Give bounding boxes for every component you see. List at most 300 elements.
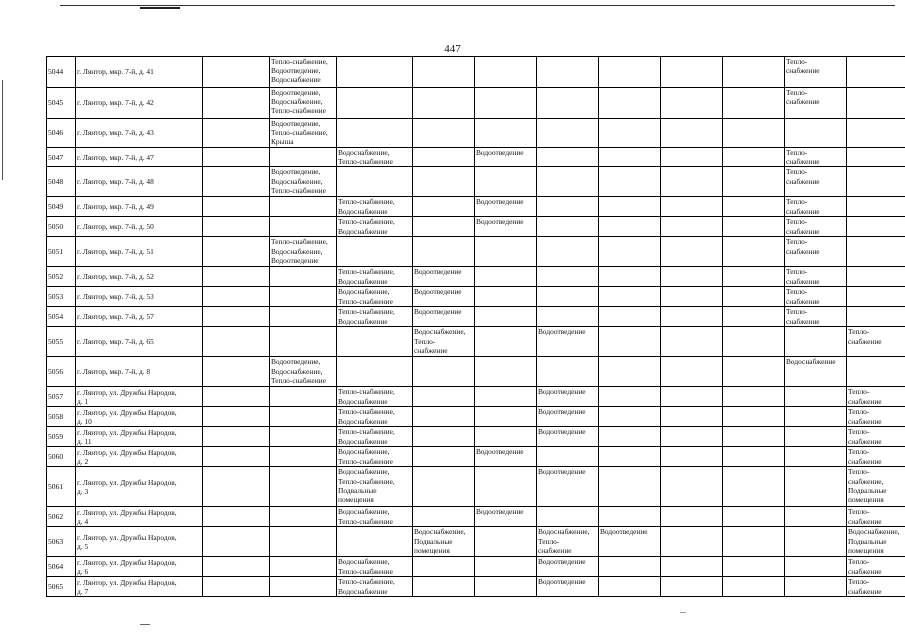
work-cell	[337, 88, 413, 119]
work-cell	[270, 307, 337, 327]
work-cell	[413, 237, 475, 267]
work-cell: Водоснабжение, Подвальные помещения	[413, 527, 475, 557]
address-cell: г. Лянтор, мкр. 7-й, д. 42	[76, 88, 203, 119]
work-cell	[270, 148, 337, 167]
work-cell	[661, 327, 723, 357]
work-cell	[270, 327, 337, 357]
work-cell	[599, 287, 661, 307]
work-cell	[723, 287, 785, 307]
work-cell	[203, 119, 270, 148]
work-cell: Водоснабжение, Тепло-снабжение	[337, 557, 413, 577]
row-number: 5048	[47, 167, 76, 197]
work-cell	[203, 148, 270, 167]
work-cell	[785, 577, 847, 597]
work-cell	[661, 57, 723, 88]
work-cell: Тепло- снабжение	[847, 557, 905, 577]
work-cell	[413, 217, 475, 237]
work-cell: Тепло- снабжение	[847, 327, 905, 357]
table-row	[47, 557, 905, 577]
work-cell	[203, 88, 270, 119]
work-cell	[723, 148, 785, 167]
work-cell: Тепло-снабжение, Водоснабжение	[337, 197, 413, 217]
row-number: 5045	[47, 88, 76, 119]
work-cell: Водоснабжение, Подвальные помещения	[847, 527, 905, 557]
work-cell	[661, 447, 723, 467]
work-cell	[723, 357, 785, 387]
work-cell: Тепло- снабжение	[847, 407, 905, 427]
work-cell	[270, 557, 337, 577]
work-cell	[599, 148, 661, 167]
work-cell	[537, 507, 599, 527]
work-cell	[537, 217, 599, 237]
work-cell	[413, 507, 475, 527]
work-cell	[599, 407, 661, 427]
work-cell	[723, 57, 785, 88]
work-cell	[203, 407, 270, 427]
work-cell	[203, 327, 270, 357]
row-number: 5046	[47, 119, 76, 148]
address-cell: г. Лянтор, мкр. 7-й, д. 48	[76, 167, 203, 197]
housing-repair-table	[46, 56, 905, 597]
work-cell	[661, 217, 723, 237]
row-number: 5063	[47, 527, 76, 557]
address-cell: г. Лянтор, ул. Дружбы Народов, д. 10	[76, 407, 203, 427]
work-cell	[203, 577, 270, 597]
work-cell	[537, 119, 599, 148]
work-cell	[475, 527, 537, 557]
work-cell	[723, 407, 785, 427]
work-cell	[203, 267, 270, 287]
work-cell	[785, 507, 847, 527]
table-row	[47, 387, 905, 407]
work-cell	[270, 507, 337, 527]
work-cell: Тепло- снабжение	[785, 307, 847, 327]
row-number: 5055	[47, 327, 76, 357]
work-cell	[203, 357, 270, 387]
work-cell	[270, 447, 337, 467]
address-cell: г. Лянтор, ул. Дружбы Народов, д. 11	[76, 427, 203, 447]
table-row	[47, 217, 905, 237]
table-row	[47, 167, 905, 197]
work-cell	[475, 387, 537, 407]
table-row	[47, 447, 905, 467]
work-cell	[723, 577, 785, 597]
work-cell	[661, 148, 723, 167]
address-cell: г. Лянтор, ул. Дружбы Народов, д. 3	[76, 467, 203, 507]
work-cell	[847, 148, 905, 167]
work-cell	[847, 307, 905, 327]
table-row	[47, 287, 905, 307]
work-cell	[203, 507, 270, 527]
work-cell	[270, 387, 337, 407]
work-cell: Водоотведение	[537, 427, 599, 447]
work-cell	[599, 447, 661, 467]
work-cell	[661, 88, 723, 119]
work-cell	[599, 217, 661, 237]
work-cell	[203, 387, 270, 407]
work-cell	[413, 57, 475, 88]
work-cell	[661, 577, 723, 597]
work-cell: Тепло- снабжение	[785, 197, 847, 217]
work-cell	[847, 357, 905, 387]
address-cell: г. Лянтор, ул. Дружбы Народов, д. 1	[76, 387, 203, 407]
work-cell	[203, 217, 270, 237]
work-cell	[337, 119, 413, 148]
work-cell: Тепло-снабжение, Водоснабжение	[337, 217, 413, 237]
work-cell: Тепло- снабжение	[847, 507, 905, 527]
table-row	[47, 507, 905, 527]
work-cell	[785, 387, 847, 407]
work-cell	[599, 197, 661, 217]
address-cell: г. Лянтор, мкр. 7-й, д. 47	[76, 148, 203, 167]
work-cell	[785, 119, 847, 148]
row-number: 5056	[47, 357, 76, 387]
work-cell	[661, 407, 723, 427]
work-cell: Тепло- снабжение	[785, 88, 847, 119]
address-cell: г. Лянтор, ул. Дружбы Народов, д. 5	[76, 527, 203, 557]
work-cell: Водоотведение	[537, 467, 599, 507]
work-cell	[413, 557, 475, 577]
work-cell	[337, 167, 413, 197]
work-cell	[337, 237, 413, 267]
work-cell	[537, 237, 599, 267]
scan-artifact	[140, 624, 150, 625]
work-cell	[475, 557, 537, 577]
work-cell	[661, 307, 723, 327]
work-cell	[723, 507, 785, 527]
work-cell	[847, 287, 905, 307]
work-cell	[537, 357, 599, 387]
work-cell	[785, 407, 847, 427]
work-cell	[475, 57, 537, 88]
work-cell	[413, 387, 475, 407]
row-number: 5057	[47, 387, 76, 407]
work-cell	[203, 197, 270, 217]
table-row	[47, 148, 905, 167]
work-cell	[723, 119, 785, 148]
work-cell	[475, 307, 537, 327]
address-cell: г. Лянтор, мкр. 7-й, д. 50	[76, 217, 203, 237]
work-cell	[723, 427, 785, 447]
table-row	[47, 88, 905, 119]
work-cell	[203, 237, 270, 267]
work-cell	[661, 267, 723, 287]
work-cell: Тепло-снабжение, Водоотведение, Водоснабжение	[270, 57, 337, 88]
work-cell	[413, 407, 475, 427]
work-cell	[847, 57, 905, 88]
page-number: 447	[444, 43, 461, 55]
work-cell	[599, 387, 661, 407]
work-cell	[661, 357, 723, 387]
work-cell	[537, 447, 599, 467]
work-cell	[203, 57, 270, 88]
work-cell	[475, 577, 537, 597]
work-cell	[661, 197, 723, 217]
table-row	[47, 527, 905, 557]
work-cell: Тепло- снабжение	[785, 237, 847, 267]
work-cell: Тепло- снабжение	[847, 427, 905, 447]
work-cell	[413, 167, 475, 197]
work-cell	[847, 267, 905, 287]
address-cell: г. Лянтор, мкр. 7-й, д. 43	[76, 119, 203, 148]
work-cell	[723, 467, 785, 507]
work-cell	[785, 527, 847, 557]
work-cell: Водоотведение	[475, 148, 537, 167]
work-cell: Водоотведение	[537, 387, 599, 407]
work-cell	[537, 267, 599, 287]
work-cell	[847, 217, 905, 237]
work-cell	[270, 287, 337, 307]
work-cell	[475, 327, 537, 357]
work-cell: Тепло- снабжение	[847, 577, 905, 597]
work-cell: Водоотведение	[413, 307, 475, 327]
work-cell: Водоснабжение, Тепло- снабжение	[537, 527, 599, 557]
work-cell	[723, 527, 785, 557]
work-cell	[475, 427, 537, 447]
work-cell	[270, 577, 337, 597]
work-cell: Тепло- снабжение	[785, 287, 847, 307]
work-cell	[413, 148, 475, 167]
work-cell	[337, 57, 413, 88]
work-cell	[475, 407, 537, 427]
work-cell: Водоотведение, Водоснабжение, Тепло-снабжение	[270, 357, 337, 387]
work-cell	[785, 427, 847, 447]
work-cell: Водоотведение	[537, 407, 599, 427]
work-cell	[537, 197, 599, 217]
top-rule-mark	[140, 7, 180, 9]
work-cell	[723, 557, 785, 577]
work-cell: Тепло-снабжение, Водоснабжение	[337, 307, 413, 327]
address-cell: г. Лянтор, ул. Дружбы Народов, д. 2	[76, 447, 203, 467]
work-cell	[270, 407, 337, 427]
work-cell	[723, 387, 785, 407]
work-cell: Водоотведение	[537, 327, 599, 357]
row-number: 5044	[47, 57, 76, 88]
address-cell: г. Лянтор, мкр. 7-й, д. 51	[76, 237, 203, 267]
work-cell	[203, 557, 270, 577]
table-body	[47, 57, 905, 597]
table-row	[47, 307, 905, 327]
table-row	[47, 237, 905, 267]
work-cell	[203, 447, 270, 467]
work-cell	[270, 197, 337, 217]
work-cell	[661, 387, 723, 407]
work-cell	[537, 57, 599, 88]
work-cell	[203, 167, 270, 197]
work-cell: Тепло-снабжение, Водоснабжение	[337, 427, 413, 447]
table-row	[47, 427, 905, 447]
binding-mark	[2, 80, 5, 180]
work-cell	[537, 287, 599, 307]
work-cell	[599, 119, 661, 148]
work-cell	[723, 217, 785, 237]
work-cell	[785, 327, 847, 357]
work-cell	[723, 447, 785, 467]
work-cell	[270, 467, 337, 507]
work-cell	[599, 577, 661, 597]
row-number: 5058	[47, 407, 76, 427]
work-cell: Водоотведение	[413, 287, 475, 307]
work-cell	[203, 527, 270, 557]
row-number: 5064	[47, 557, 76, 577]
work-cell	[599, 357, 661, 387]
work-cell	[203, 287, 270, 307]
work-cell: Тепло- снабжение	[785, 267, 847, 287]
address-cell: г. Лянтор, мкр. 7-й, д. 65	[76, 327, 203, 357]
work-cell	[203, 467, 270, 507]
work-cell: Водоснабжение, Тепло-снабжение	[337, 148, 413, 167]
table-row	[47, 197, 905, 217]
work-cell	[203, 307, 270, 327]
work-cell: Водоотведение	[599, 527, 661, 557]
work-cell	[537, 148, 599, 167]
row-number: 5053	[47, 287, 76, 307]
work-cell	[413, 467, 475, 507]
work-cell	[661, 287, 723, 307]
address-cell: г. Лянтор, мкр. 7-й, д. 53	[76, 287, 203, 307]
work-cell: Водоотведение	[475, 507, 537, 527]
table-row	[47, 267, 905, 287]
row-number: 5062	[47, 507, 76, 527]
work-cell: Тепло-снабжение, Водоснабжение	[337, 387, 413, 407]
work-cell: Водоотведение, Водоснабжение, Тепло-снабжение	[270, 88, 337, 119]
work-cell	[413, 197, 475, 217]
work-cell: Тепло-снабжение, Водоснабжение	[337, 577, 413, 597]
address-cell: г. Лянтор, ул. Дружбы Народов, д. 6	[76, 557, 203, 577]
work-cell	[475, 88, 537, 119]
work-cell	[599, 267, 661, 287]
work-cell	[847, 88, 905, 119]
row-number: 5051	[47, 237, 76, 267]
work-cell: Водоснабжение, Тепло-снабжение	[337, 507, 413, 527]
work-cell	[337, 327, 413, 357]
scan-artifact	[680, 612, 686, 613]
address-cell: г. Лянтор, ул. Дружбы Народов, д. 4	[76, 507, 203, 527]
work-cell	[723, 237, 785, 267]
table-row	[47, 327, 905, 357]
work-cell	[847, 237, 905, 267]
table-row	[47, 57, 905, 88]
work-cell	[475, 167, 537, 197]
work-cell	[785, 557, 847, 577]
work-cell	[661, 507, 723, 527]
work-cell	[413, 357, 475, 387]
work-cell	[661, 237, 723, 267]
table-row	[47, 577, 905, 597]
work-cell	[847, 197, 905, 217]
work-cell	[723, 327, 785, 357]
work-cell: Тепло- снабжение	[785, 57, 847, 88]
work-cell	[847, 167, 905, 197]
row-number: 5065	[47, 577, 76, 597]
work-cell: Водоснабжение, Тепло-снабжение	[337, 287, 413, 307]
work-cell	[661, 527, 723, 557]
work-cell	[413, 427, 475, 447]
work-cell: Водоотведение	[537, 557, 599, 577]
address-cell: г. Лянтор, мкр. 7-й, д. 8	[76, 357, 203, 387]
work-cell	[599, 427, 661, 447]
work-cell	[413, 88, 475, 119]
work-cell	[203, 427, 270, 447]
table-row	[47, 357, 905, 387]
work-cell	[475, 287, 537, 307]
work-cell: Водоснабжение, Тепло-снабжение	[337, 447, 413, 467]
top-rule	[60, 5, 895, 6]
row-number: 5052	[47, 267, 76, 287]
work-cell	[537, 88, 599, 119]
table-row	[47, 467, 905, 507]
work-cell: Водоотведение	[537, 577, 599, 597]
work-cell	[723, 307, 785, 327]
work-cell: Тепло- снабжение	[785, 148, 847, 167]
work-cell: Водоснабжение, Тепло-снабжение, Подвальные помещения	[337, 467, 413, 507]
work-cell	[475, 267, 537, 287]
work-cell	[661, 427, 723, 447]
work-cell	[537, 307, 599, 327]
row-number: 5054	[47, 307, 76, 327]
row-number: 5060	[47, 447, 76, 467]
work-cell: Водоотведение	[475, 197, 537, 217]
work-cell	[270, 267, 337, 287]
row-number: 5061	[47, 467, 76, 507]
table-row	[47, 407, 905, 427]
work-cell	[599, 507, 661, 527]
work-cell	[785, 467, 847, 507]
work-cell: Тепло- снабжение, Подвальные помещения	[847, 467, 905, 507]
work-cell	[599, 557, 661, 577]
row-number: 5059	[47, 427, 76, 447]
row-number: 5047	[47, 148, 76, 167]
work-cell	[723, 167, 785, 197]
work-cell: Водоотведение, Тепло-снабжение, Крыша	[270, 119, 337, 148]
row-number: 5050	[47, 217, 76, 237]
work-cell: Водоснабжение	[785, 357, 847, 387]
table-row	[47, 119, 905, 148]
work-cell: Водоотведение, Водоснабжение, Тепло-снабжение	[270, 167, 337, 197]
work-cell	[599, 167, 661, 197]
work-cell	[270, 217, 337, 237]
work-cell	[270, 427, 337, 447]
work-cell: Тепло- снабжение	[847, 387, 905, 407]
work-cell	[537, 167, 599, 197]
work-cell	[723, 197, 785, 217]
work-cell	[413, 119, 475, 148]
work-cell	[661, 167, 723, 197]
work-cell	[785, 447, 847, 467]
work-cell: Водоотведение	[413, 267, 475, 287]
work-cell: Водоотведение	[475, 447, 537, 467]
work-cell	[599, 307, 661, 327]
work-cell	[337, 527, 413, 557]
work-cell	[723, 267, 785, 287]
work-cell	[475, 467, 537, 507]
work-cell	[599, 327, 661, 357]
work-cell	[599, 88, 661, 119]
work-cell: Тепло- снабжение	[785, 217, 847, 237]
address-cell: г. Лянтор, мкр. 7-й, д. 49	[76, 197, 203, 217]
work-cell	[413, 577, 475, 597]
work-cell: Водоснабжение, Тепло- снабжение	[413, 327, 475, 357]
row-number: 5049	[47, 197, 76, 217]
work-cell	[270, 527, 337, 557]
address-cell: г. Лянтор, мкр. 7-й, д. 41	[76, 57, 203, 88]
work-cell	[475, 237, 537, 267]
work-cell	[599, 237, 661, 267]
address-cell: г. Лянтор, мкр. 7-й, д. 52	[76, 267, 203, 287]
work-cell	[337, 357, 413, 387]
work-cell	[661, 557, 723, 577]
work-cell	[413, 447, 475, 467]
